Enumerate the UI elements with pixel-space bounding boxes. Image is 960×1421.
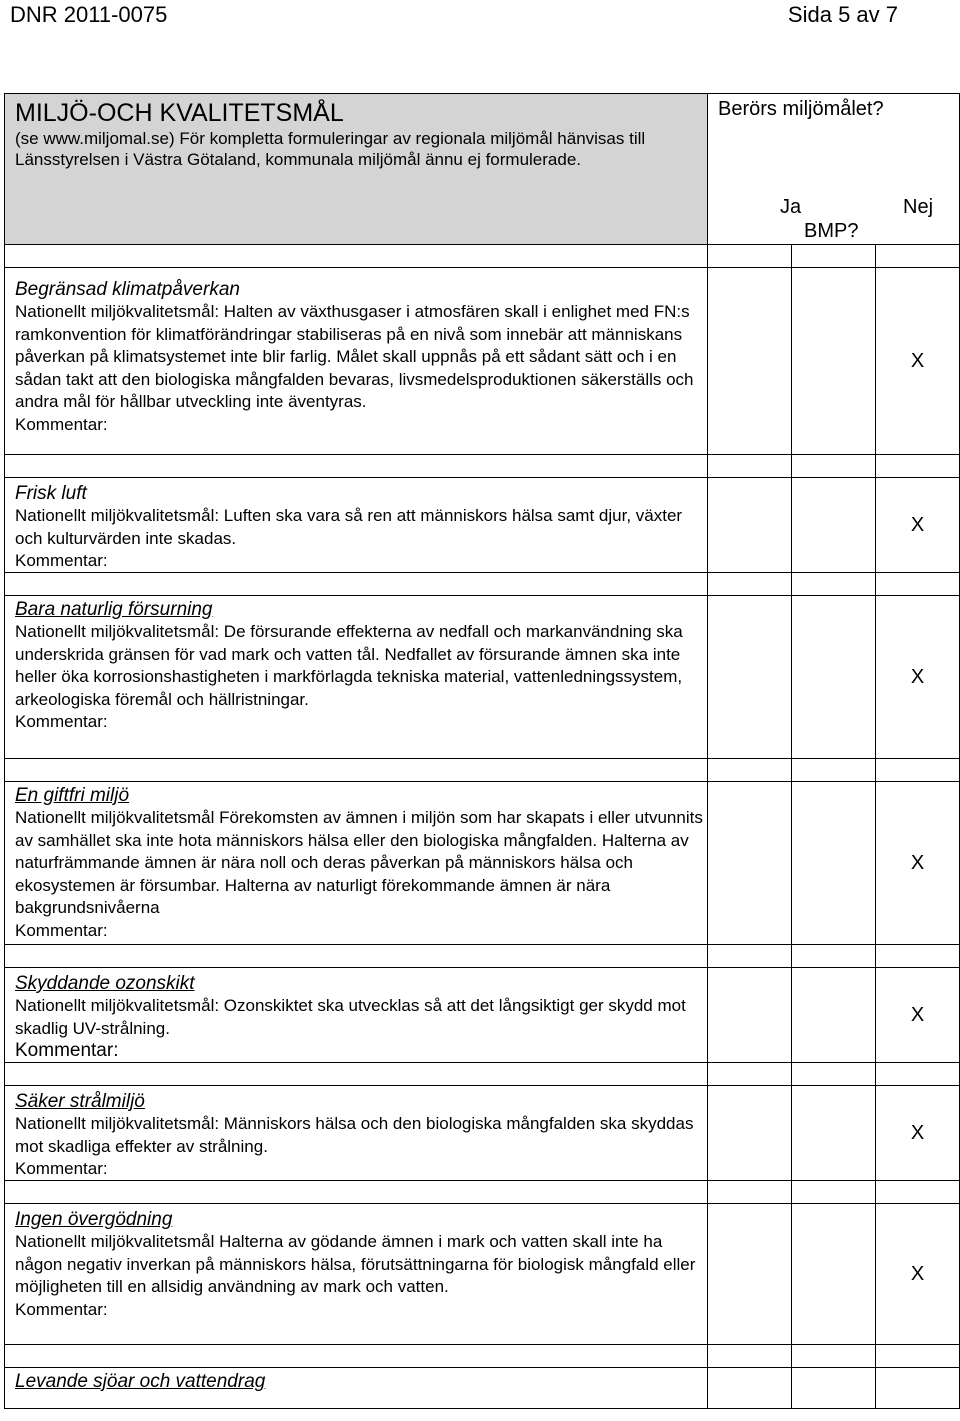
goal-row <box>5 1204 960 1345</box>
environmental-goals-table <box>4 93 960 1409</box>
spacer-row <box>5 455 960 478</box>
table-title-cell <box>5 94 708 245</box>
nej-mark: X <box>910 1262 925 1285</box>
goal-row <box>5 1086 960 1181</box>
goal-text: Nationellt miljökvalitetsmål: Människors hälsa och den biologiska mångfalden ska skyddas mot skadliga effekter av strålning. <box>15 1114 694 1156</box>
goal-text: Nationellt miljökvalitetsmål: De försurande effekterna av nedfall och markanvändning ska underskrida gränsen för vad mark och vatten tål. Nedfallet av försurande ämnen ska inte heller öka korrosionshastigheten i markförlagda tekniska material, vattenledningssystem, arkeologiska föremål och hällristningar. <box>15 622 683 709</box>
goal-cell <box>5 782 708 945</box>
spacer-row <box>5 1181 960 1204</box>
table-note: (se www.miljomal.se) För kompletta formuleringar av regionala miljömål hänvisas till Länsstyrelsen i Västra Götaland, kommunala miljömål ännu ej formulerade. <box>15 129 646 169</box>
bmp-cell[interactable] <box>792 968 876 1063</box>
nej-cell[interactable] <box>876 596 960 759</box>
nej-cell[interactable] <box>876 1086 960 1181</box>
column-bmp-label: BMP? <box>804 220 859 242</box>
nej-mark: X <box>910 1121 925 1144</box>
nej-cell[interactable] <box>876 968 960 1063</box>
spacer-row <box>5 573 960 596</box>
goal-cell <box>5 1368 708 1409</box>
document-id: DNR 2011-0075 <box>10 2 168 27</box>
bmp-cell[interactable] <box>792 1204 876 1345</box>
spacer-row <box>5 1063 960 1086</box>
spacer-row <box>5 945 960 968</box>
comment-label: Kommentar: <box>15 1040 119 1061</box>
goal-row <box>5 268 960 455</box>
nej-mark: X <box>910 851 925 874</box>
comment-label: Kommentar: <box>15 920 108 940</box>
goal-cell <box>5 268 708 455</box>
goal-cell <box>5 478 708 573</box>
column-ja-label: Ja <box>780 196 802 218</box>
ja-cell[interactable] <box>708 1086 792 1181</box>
goal-title: En giftfri miljö <box>15 785 130 806</box>
ja-cell[interactable] <box>708 782 792 945</box>
goal-title: Säker strålmiljö <box>15 1091 145 1112</box>
question-label: Berörs miljömålet? <box>718 98 884 120</box>
ja-cell[interactable] <box>708 596 792 759</box>
goal-text: Nationellt miljökvalitetsmål: Ozonskiktet ska utvecklas så att det långsiktigt ger skydd mot skadlig UV-strålning. <box>15 996 686 1038</box>
goal-text: Nationellt miljökvalitetsmål: Halten av växthusgaser i atmosfären skall i enlighet med FN:s ramkonvention för klimatförändringar stabiliseras på en nivå som innebär att människans påverkan på klimatsystemet inte blir farlig. Målet skall uppnås på ett sådant sätt och i en sådan takt att den biologiska mångfalden bevaras, livsmedelsproduktionen säkerställs och andra mål för hållbar utveckling inte äventyras. <box>15 302 694 411</box>
page-number: Sida 5 av 7 <box>787 2 898 27</box>
spacer-row <box>5 759 960 782</box>
nej-mark: X <box>910 1003 925 1026</box>
goal-title: Skyddande ozonskikt <box>15 973 195 994</box>
ja-cell[interactable] <box>708 268 792 455</box>
nej-cell[interactable] <box>876 1368 960 1409</box>
goal-text: Nationellt miljökvalitetsmål: Luften ska vara så ren att människors hälsa samt djur, växter och kulturvärden inte skadas. <box>15 506 683 548</box>
ja-cell[interactable] <box>708 968 792 1063</box>
nej-cell[interactable] <box>876 1204 960 1345</box>
nej-mark: X <box>910 349 925 372</box>
question-cell <box>708 94 960 245</box>
ja-cell[interactable] <box>708 478 792 573</box>
goal-cell <box>5 1204 708 1345</box>
goal-title: Begränsad klimatpåverkan <box>15 279 240 300</box>
comment-label: Kommentar: <box>15 414 108 434</box>
goal-cell <box>5 596 708 759</box>
goal-text: Nationellt miljökvalitetsmål Halterna av gödande ämnen i mark och vatten skall inte ha någon negativ inverkan på människors hälsa, förutsättningarna för biologisk mångfald eller möjligheten till en allsidig användning av mark och vatten. <box>15 1232 696 1296</box>
nej-cell[interactable] <box>876 478 960 573</box>
goal-title: Levande sjöar och vattendrag <box>15 1371 266 1392</box>
table-header-row <box>5 94 960 245</box>
bmp-cell[interactable] <box>792 596 876 759</box>
ja-cell[interactable] <box>708 1204 792 1345</box>
comment-label: Kommentar: <box>15 1159 108 1178</box>
spacer-row <box>5 245 960 268</box>
nej-mark: X <box>910 665 925 688</box>
column-nej-label: Nej <box>903 196 934 218</box>
bmp-cell[interactable] <box>792 268 876 455</box>
comment-label: Kommentar: <box>15 712 108 731</box>
goal-row <box>5 968 960 1063</box>
bmp-cell[interactable] <box>792 782 876 945</box>
goal-row <box>5 782 960 945</box>
goal-cell <box>5 968 708 1063</box>
table-title: MILJÖ-OCH KVALITETSMÅL <box>15 99 344 127</box>
ja-cell[interactable] <box>708 1368 792 1409</box>
goal-title: Frisk luft <box>15 483 87 504</box>
goal-title: Ingen övergödning <box>15 1209 173 1230</box>
bmp-cell[interactable] <box>792 1086 876 1181</box>
nej-mark: X <box>910 513 925 536</box>
spacer-row <box>5 1345 960 1368</box>
goal-row <box>5 478 960 573</box>
goal-title: Bara naturlig försurning <box>15 599 213 620</box>
bmp-cell[interactable] <box>792 478 876 573</box>
nej-cell[interactable] <box>876 268 960 455</box>
goal-text: Nationellt miljökvalitetsmål Förekomsten av ämnen i miljön som har skapats i eller utvunnits av samhället ska inte hota människors hälsa eller den biologiska mångfalden. Halterna av naturfrämmande ämnen är nära noll och deras påverkan på människors hälsa och ekosystemen är försumbar. Halterna av naturligt förekommande ämnen är nära bakgrundsnivåerna <box>15 808 703 917</box>
bmp-cell[interactable] <box>792 1368 876 1409</box>
goal-row <box>5 596 960 759</box>
comment-label: Kommentar: <box>15 551 108 570</box>
nej-cell[interactable] <box>876 782 960 945</box>
goal-row <box>5 1368 960 1409</box>
page-header <box>0 0 960 40</box>
comment-label: Kommentar: <box>15 1299 108 1319</box>
goal-cell <box>5 1086 708 1181</box>
